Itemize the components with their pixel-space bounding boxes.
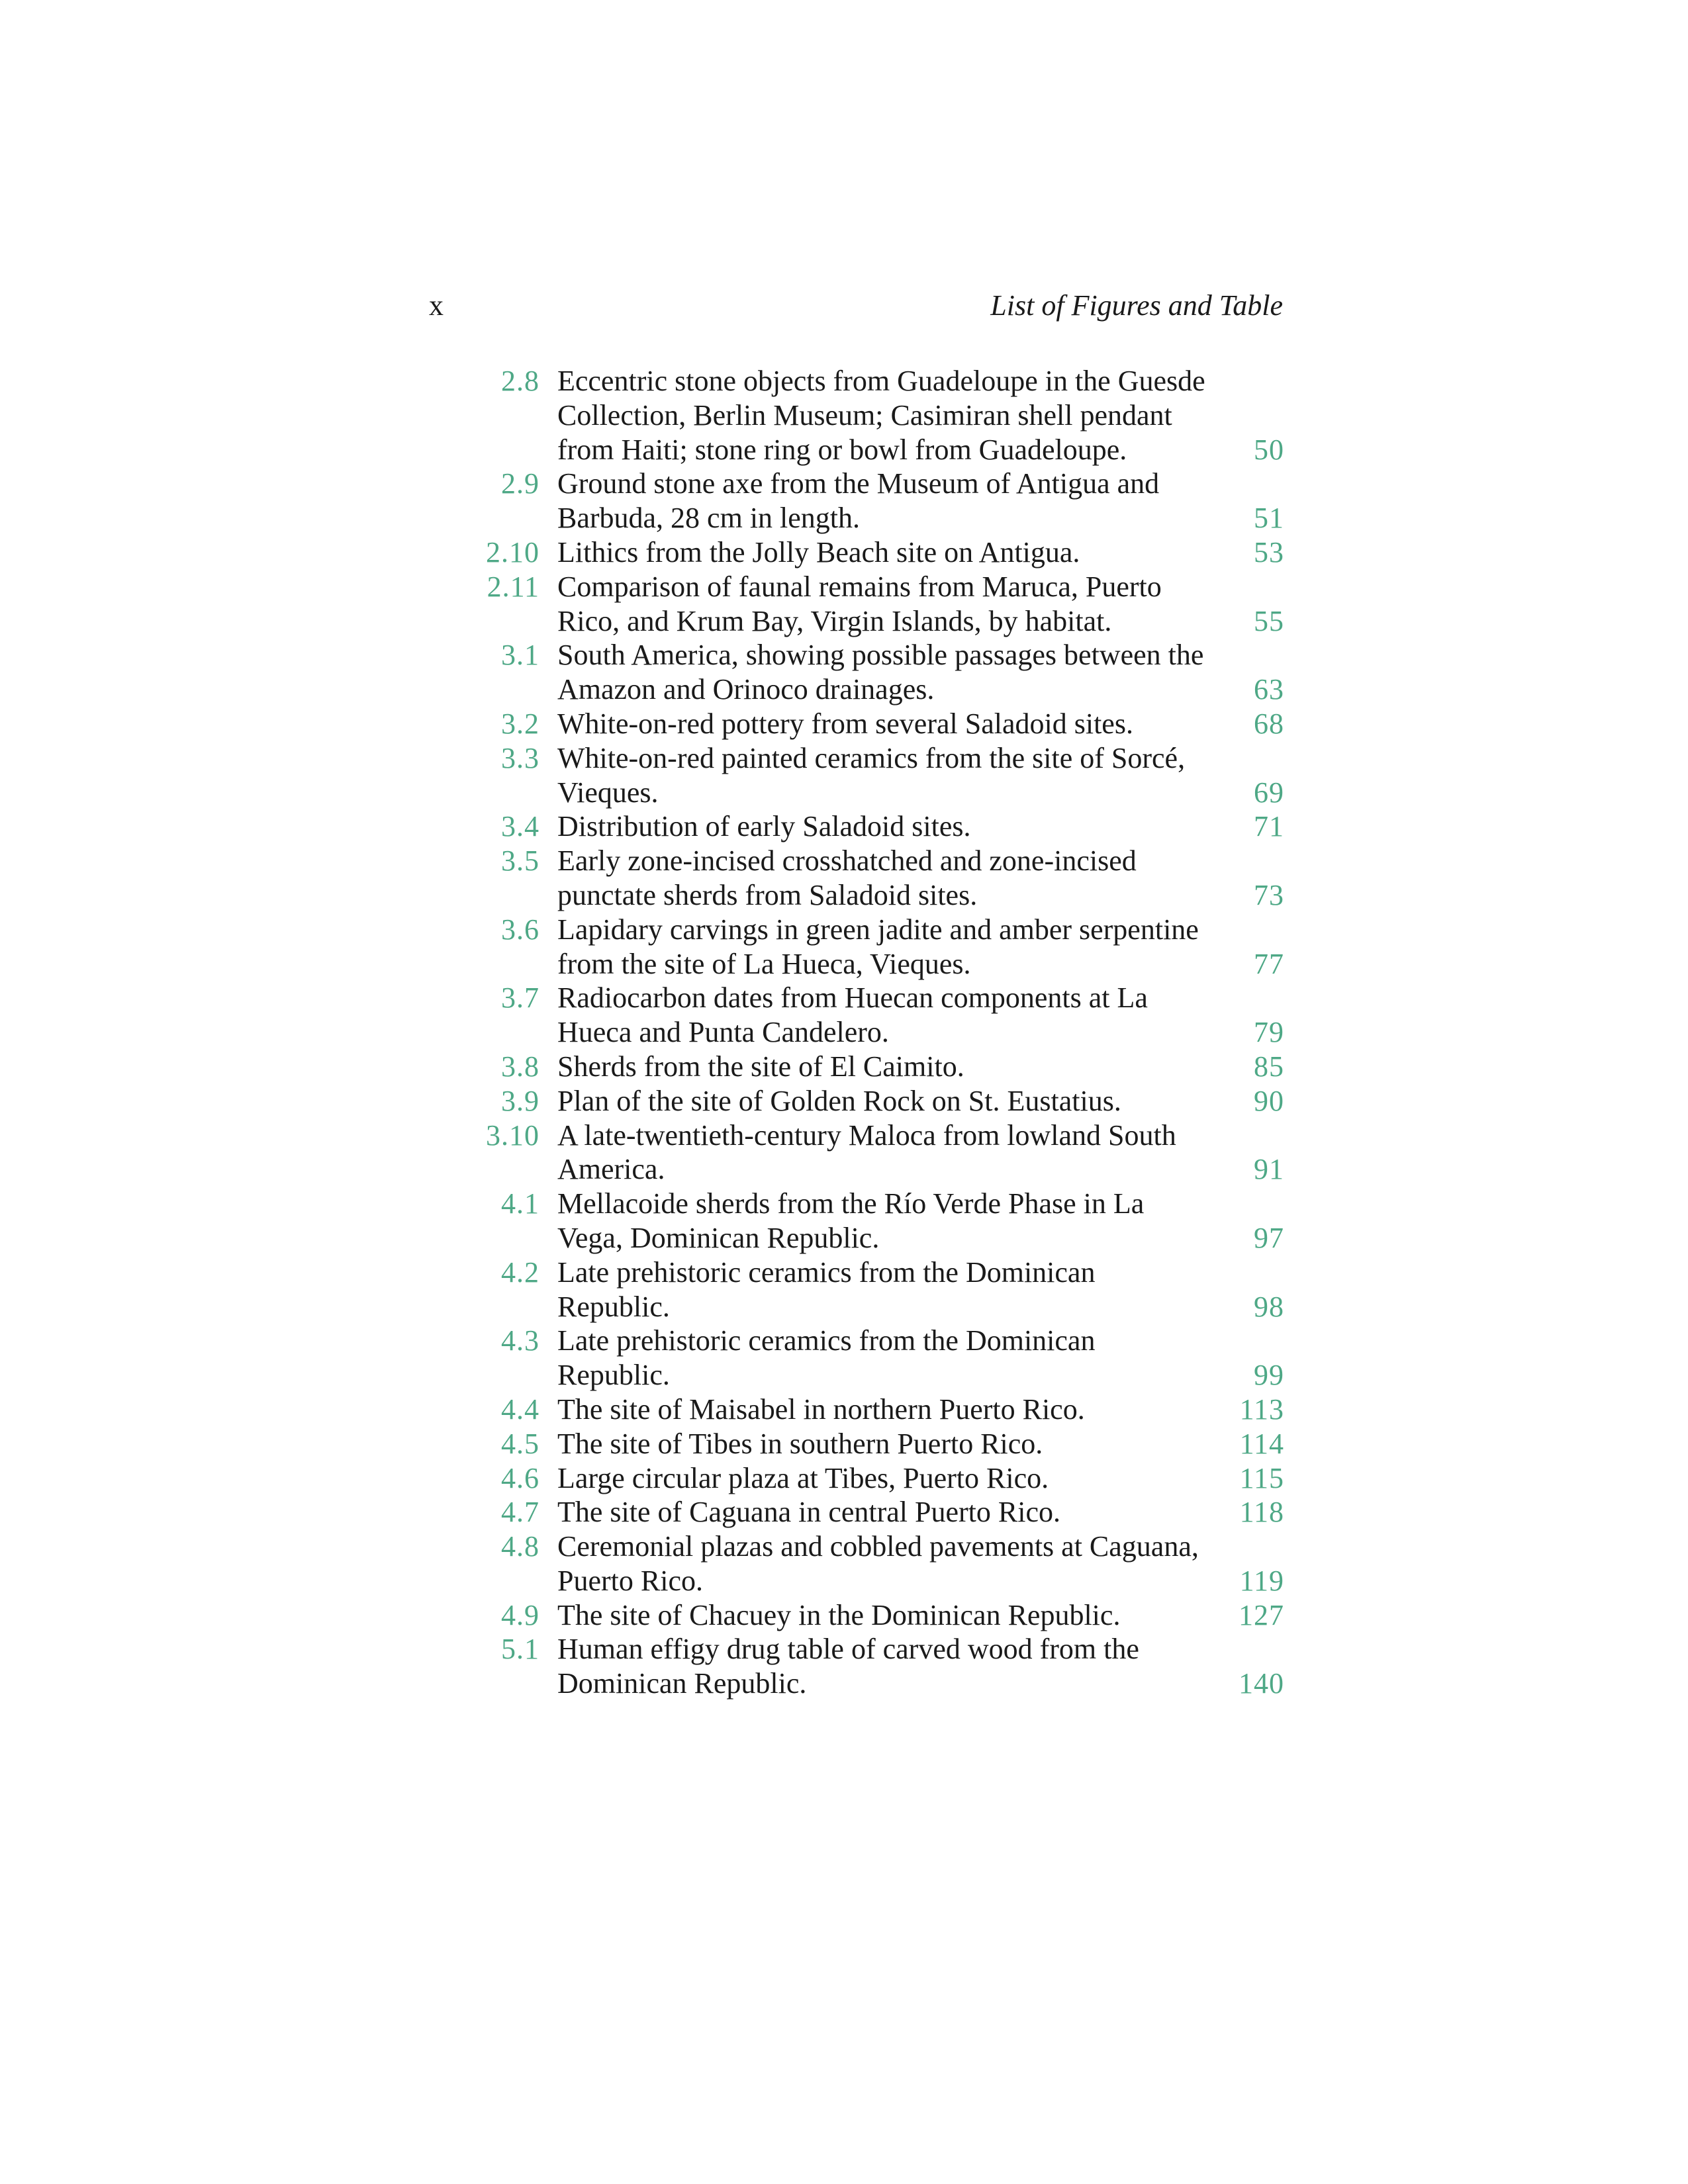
- figure-page: 98: [1254, 1290, 1284, 1323]
- figure-entry: [463, 1084, 1284, 1118]
- figure-page: 99: [1254, 1359, 1284, 1392]
- figure-entry: [463, 535, 1284, 570]
- figure-page: 68: [1254, 707, 1284, 740]
- figure-page: 90: [1254, 1084, 1284, 1117]
- figure-entry: [463, 1495, 1284, 1529]
- figure-entry: [463, 1392, 1284, 1427]
- figure-number: 2.8: [501, 365, 539, 397]
- figure-number: 4.6: [501, 1461, 539, 1494]
- figure-page: 53: [1254, 535, 1284, 569]
- figure-caption: Early zone-incised crosshatched and zone-incised punctate sherds from Saladoid sites.: [557, 844, 1137, 911]
- figure-page: 91: [1254, 1153, 1284, 1186]
- figure-caption: Mellacoide sherds from the Río Verde Phase in La Vega, Dominican Republic.: [557, 1187, 1145, 1254]
- figure-page: 118: [1239, 1496, 1284, 1529]
- figure-number: 4.7: [501, 1496, 539, 1529]
- figure-page: 55: [1254, 604, 1284, 637]
- figure-entry: [463, 1632, 1284, 1701]
- figure-entry: [463, 844, 1284, 913]
- figure-caption: White-on-red painted ceramics from the site of Sorcé, Vieques.: [557, 741, 1186, 809]
- figure-caption: The site of Tibes in southern Puerto Rico.: [557, 1427, 1043, 1460]
- figure-page: 73: [1254, 878, 1284, 911]
- running-head: List of Figures and Table: [990, 289, 1283, 322]
- figure-number: 3.9: [501, 1084, 539, 1117]
- figure-caption: The site of Chacuey in the Dominican Republic.: [557, 1598, 1121, 1631]
- figure-caption: Eccentric stone objects from Guadeloupe in the Guesde Collection, Berlin Museum; Casimiran shell pendant from Haiti; stone ring or bowl from Guadeloupe.: [557, 365, 1205, 466]
- figure-number: 4.8: [501, 1530, 539, 1563]
- figure-number: 3.3: [501, 741, 539, 774]
- figure-caption: South America, showing possible passages between the Amazon and Orinoco drainages.: [557, 639, 1204, 706]
- figure-entry: [463, 1529, 1284, 1598]
- figure-entry: [463, 638, 1284, 707]
- figure-number: 3.4: [501, 810, 539, 843]
- figure-entry: [463, 1187, 1284, 1255]
- figure-number: 2.11: [487, 570, 539, 603]
- figure-page: 71: [1254, 810, 1284, 843]
- figure-page: 140: [1239, 1667, 1284, 1700]
- figure-entry: [463, 364, 1284, 467]
- figure-caption: Distribution of early Saladoid sites.: [557, 810, 971, 843]
- figure-entry: [463, 809, 1284, 844]
- figure-page: 69: [1254, 776, 1284, 809]
- figure-entry: [463, 1598, 1284, 1633]
- figure-number: 3.2: [501, 707, 539, 740]
- figure-page: 51: [1254, 502, 1284, 535]
- figure-page: 119: [1239, 1564, 1284, 1597]
- figure-number: 4.9: [501, 1598, 539, 1631]
- figure-entry: [463, 1050, 1284, 1084]
- figure-caption: The site of Caguana in central Puerto Rico.: [557, 1496, 1060, 1529]
- figure-caption: Late prehistoric ceramics from the Dominican Republic.: [557, 1324, 1096, 1392]
- figure-caption: Human effigy drug table of carved wood from the Dominican Republic.: [557, 1633, 1139, 1700]
- figure-list: [463, 364, 1284, 1701]
- figure-page: 79: [1254, 1016, 1284, 1049]
- figure-entry: [463, 707, 1284, 741]
- figure-number: 4.5: [501, 1427, 539, 1460]
- figure-caption: Ceremonial plazas and cobbled pavements at Caguana, Puerto Rico.: [557, 1530, 1199, 1597]
- figure-caption: Late prehistoric ceramics from the Dominican Republic.: [557, 1255, 1096, 1323]
- figure-number: 3.8: [501, 1050, 539, 1083]
- figure-entry: [463, 1118, 1284, 1187]
- figure-number: 3.5: [501, 844, 539, 878]
- figure-page: 127: [1239, 1598, 1284, 1631]
- figure-caption: A late-twentieth-century Maloca from lowland South America.: [557, 1118, 1176, 1186]
- figure-entry: [463, 1324, 1284, 1392]
- figure-caption: Radiocarbon dates from Huecan components at La Hueca and Punta Candelero.: [557, 981, 1148, 1049]
- figure-page: 115: [1239, 1461, 1284, 1494]
- figure-number: 4.4: [501, 1392, 539, 1426]
- figure-entry: [463, 913, 1284, 981]
- figure-caption: Comparison of faunal remains from Maruca, Puerto Rico, and Krum Bay, Virgin Islands, by habitat.: [557, 570, 1162, 637]
- figure-entry: [463, 1255, 1284, 1324]
- figure-number: 2.9: [501, 467, 539, 500]
- figure-number: 2.10: [486, 535, 539, 569]
- figure-entry: [463, 1427, 1284, 1461]
- figure-number: 3.1: [501, 639, 539, 672]
- figure-page: 63: [1254, 673, 1284, 706]
- figure-caption: Ground stone axe from the Museum of Antigua and Barbuda, 28 cm in length.: [557, 467, 1160, 535]
- figure-number: 5.1: [501, 1633, 539, 1666]
- figure-entry: [463, 570, 1284, 639]
- figure-page: 97: [1254, 1221, 1284, 1254]
- figure-entry: [463, 467, 1284, 535]
- figure-number: 3.7: [501, 981, 539, 1015]
- figure-page: 77: [1254, 947, 1284, 980]
- figure-number: 3.10: [486, 1118, 539, 1152]
- figure-caption: Lapidary carvings in green jadite and amber serpentine from the site of La Hueca, Vieques.: [557, 913, 1199, 980]
- figure-entry: [463, 741, 1284, 810]
- figure-number: 3.6: [501, 913, 539, 946]
- figure-caption: Sherds from the site of El Caimito.: [557, 1050, 964, 1083]
- figure-caption: White-on-red pottery from several Saladoid sites.: [557, 707, 1133, 740]
- figure-caption: Lithics from the Jolly Beach site on Antigua.: [557, 535, 1080, 569]
- page-number: x: [429, 289, 444, 322]
- figure-number: 4.1: [501, 1187, 539, 1220]
- figure-caption: The site of Maisabel in northern Puerto Rico.: [557, 1392, 1085, 1426]
- figure-page: 114: [1239, 1427, 1284, 1460]
- figure-page: 113: [1239, 1392, 1284, 1426]
- figure-number: 4.2: [501, 1255, 539, 1289]
- figure-page: 50: [1254, 433, 1284, 466]
- figure-entry: [463, 1461, 1284, 1496]
- figure-entry: [463, 981, 1284, 1050]
- figure-caption: Large circular plaza at Tibes, Puerto Rico.: [557, 1461, 1049, 1494]
- figure-number: 4.3: [501, 1324, 539, 1357]
- figure-caption: Plan of the site of Golden Rock on St. Eustatius.: [557, 1084, 1121, 1117]
- figure-page: 85: [1254, 1050, 1284, 1083]
